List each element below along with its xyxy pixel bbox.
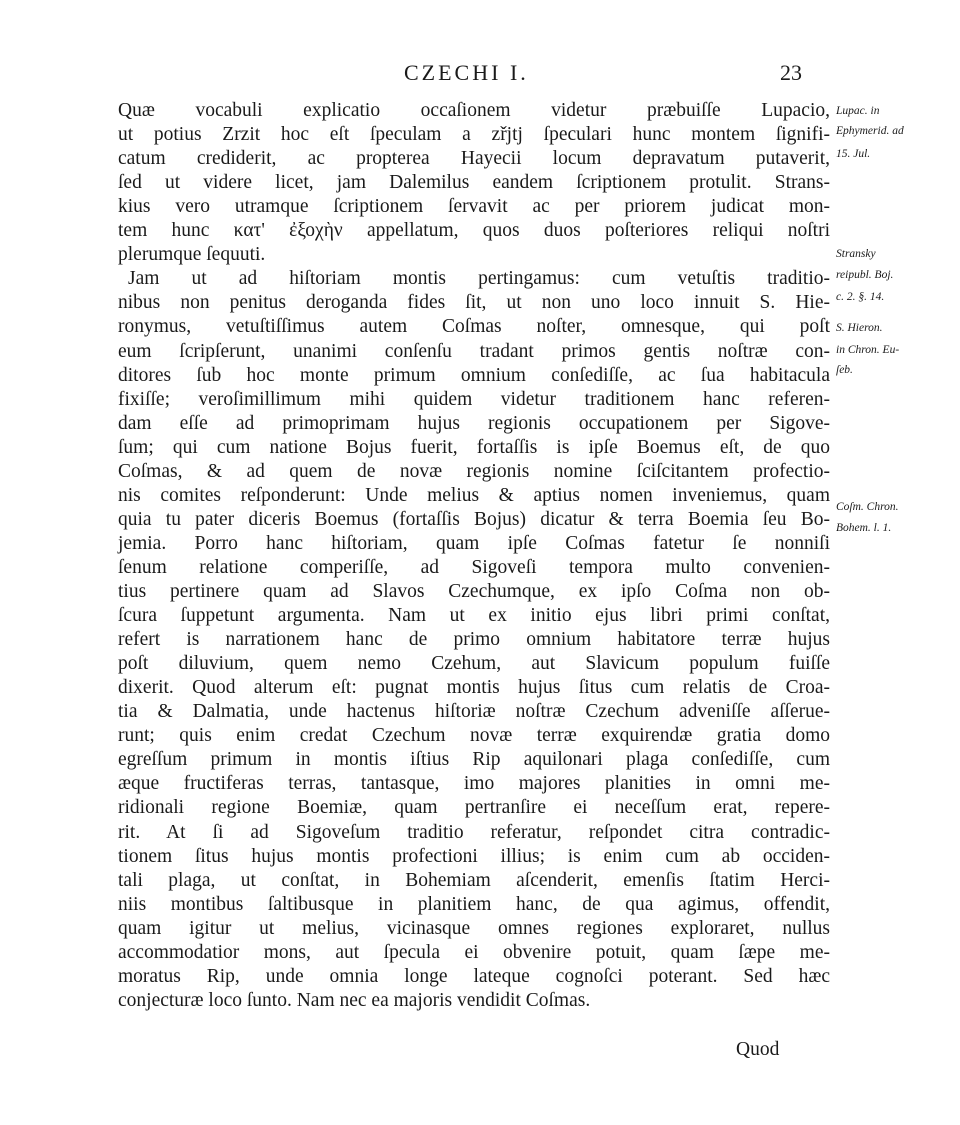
text-line: ſenum relatione comperiſſe, ad Sigoveſi tempora multo convenien-: [118, 557, 830, 578]
text-line: moratus Rip, unde omnia longe lateque cognoſci poterant. Sed hæc: [118, 966, 830, 987]
margin-note: reipubl. Boj.: [836, 269, 894, 281]
text-line: fixiſſe; veroſimillimum mihi quidem videtur traditionem hanc referen-: [118, 389, 830, 410]
text-line: tius pertinere quam ad Slavos Czechumque, ex ipſo Coſma non ob-: [118, 581, 830, 602]
margin-note: Lupac. in: [836, 105, 880, 117]
text-line: quam igitur ut melius, vicinasque omnes regiones exploraret, nullus: [118, 918, 830, 939]
margin-note: Stransky: [836, 248, 876, 260]
text-line: runt; quis enim credat Czechum novæ terræ exquirendæ gratia domo: [118, 725, 830, 746]
text-line: ridionali regione Boemiæ, quam pertranſire ei neceſſum erat, repere-: [118, 797, 830, 818]
text-line: rit. At ſi ad Sigoveſum traditio referatur, reſpondet citra contradic-: [118, 822, 830, 843]
margin-note: Bohem. l. 1.: [836, 522, 892, 534]
text-line: ſed ut videre licet, jam Dalemilus eandem ſcriptionem protulit. Strans-: [118, 172, 830, 193]
text-line: jemia. Porro hanc hiſtoriam, quam ipſe Coſmas fatetur ſe nonniſi: [118, 533, 830, 554]
text-line: plerumque ſequuti.: [118, 244, 266, 265]
text-line: eum ſcripſerunt, unanimi conſenſu tradant primos gentis noſtræ con-: [118, 341, 830, 362]
text-line: Jam ut ad hiſtoriam montis pertingamus: cum vetuſtis traditio-: [128, 268, 830, 289]
text-line: niis montibus ſaltibusque in planitiem hanc, de qua agimus, offendit,: [118, 894, 830, 915]
text-line: conjecturæ loco ſunto. Nam nec ea majoris vendidit Coſmas.: [118, 990, 591, 1011]
text-line: Quæ vocabuli explicatio occaſionem videtur præbuiſſe Lupacio,: [118, 100, 830, 121]
text-line: poſt diluvium, quem nemo Czehum, aut Slavicum populum fuiſſe: [118, 653, 830, 674]
margin-note: 15. Jul.: [836, 148, 871, 160]
text-line: tem hunc κατ' ἐξοχὴν appellatum, quos duos poſteriores reliqui noſtri: [118, 220, 830, 241]
catchword: Quod: [736, 1039, 780, 1060]
text-line: ronymus, vetuſtiſſimus autem Coſmas noſter, omnesque, qui poſt: [118, 316, 830, 337]
text-line: tionem ſitus hujus montis profectioni illius; is enim cum ab occiden-: [118, 846, 830, 867]
margin-note: ſeb.: [836, 364, 853, 376]
margin-note: Ephymerid. ad: [836, 125, 904, 137]
margin-note: in Chron. Eu-: [836, 344, 900, 356]
margin-note: c. 2. §. 14.: [836, 291, 885, 303]
text-line: dixerit. Quod alterum eſt: pugnat montis hujus ſitus cum relatis de Croa-: [118, 677, 830, 698]
text-line: ſcura ſuppetunt argumenta. Nam ut ex initio ejus libri primi conſtat,: [118, 605, 830, 626]
text-line: æque fructiferas terras, tantasque, imo majores planities in omni me-: [118, 773, 830, 794]
text-line: nibus non penitus deroganda fides ſit, ut non uno loco innuit S. Hie-: [118, 292, 830, 313]
text-line: ditores ſub hoc monte primum omnium conſediſſe, ac ſua habitacula: [118, 365, 830, 386]
text-line: dam eſſe ad primoprimam hujus regionis occupationem per Sigove-: [118, 413, 830, 434]
text-line: tia & Dalmatia, unde hactenus hiſtoriæ noſtræ Czechum adveniſſe aſſerue-: [118, 701, 830, 722]
text-line: accommodatior mons, aut ſpecula ei obvenire potuit, quam ſæpe me-: [118, 942, 830, 963]
margin-note: S. Hieron.: [836, 322, 883, 334]
page-number: 23: [780, 60, 802, 85]
text-line: ut potius Zrzit hoc eſt ſpeculam a zřjtj ſpeculari hunc montem ſignifi-: [118, 124, 830, 145]
text-line: Coſmas, & ad quem de novæ regionis nomine ſciſcitantem profectio-: [118, 461, 830, 482]
text-line: refert is narrationem hanc de primo omnium habitatore terræ hujus: [118, 629, 830, 650]
text-line: nis comites reſponderunt: Unde melius & aptius nomen inveniemus, quam: [118, 485, 830, 506]
text-line: tali plaga, ut conſtat, in Bohemiam aſcenderit, emenſis ſtatim Herci-: [118, 870, 830, 891]
margin-note: Coſm. Chron.: [836, 501, 899, 513]
running-header-title: CZECHI I.: [404, 60, 529, 85]
text-line: kius vero utramque ſcriptionem ſervavit ac per priorem judicat mon-: [118, 196, 830, 217]
text-line: ſum; qui cum natione Bojus fuerit, fortaſſis is ipſe Boemus eſt, de quo: [118, 437, 830, 458]
text-line: quia tu pater diceris Boemus (fortaſſis Bojus) dicatur & terra Boemia ſeu Bo-: [118, 509, 830, 530]
text-line: catum crediderit, ac propterea Hayecii locum depravatum putaverit,: [118, 148, 830, 169]
text-line: egreſſum primum in montis iſtius Rip aquilonari plaga conſediſſe, cum: [118, 749, 830, 770]
